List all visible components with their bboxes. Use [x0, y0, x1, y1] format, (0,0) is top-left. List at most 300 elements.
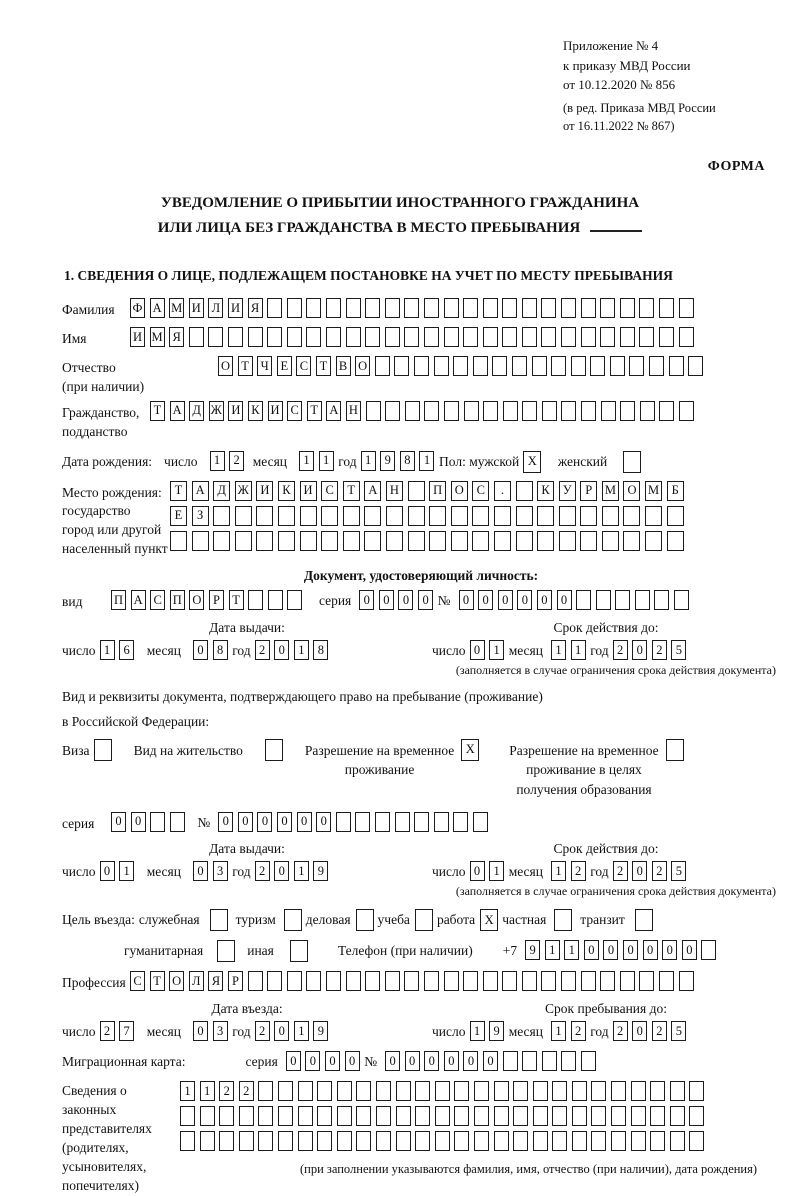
- char-cell[interactable]: А: [170, 401, 185, 421]
- char-cell[interactable]: П: [111, 590, 126, 610]
- char-cell[interactable]: 0: [131, 812, 146, 832]
- char-cell[interactable]: [258, 1081, 273, 1101]
- char-cell[interactable]: Б: [667, 481, 684, 501]
- char-cell[interactable]: [513, 1081, 528, 1101]
- char-cell[interactable]: [580, 531, 597, 551]
- char-cell[interactable]: В: [336, 356, 351, 376]
- char-cell[interactable]: [559, 506, 576, 526]
- char-cell[interactable]: О: [218, 356, 233, 376]
- residence-permit-checkbox[interactable]: [265, 739, 283, 761]
- char-cell[interactable]: 0: [379, 590, 394, 610]
- char-cell[interactable]: 0: [470, 640, 485, 660]
- char-cell[interactable]: [541, 327, 556, 347]
- char-cell[interactable]: Р: [209, 590, 224, 610]
- char-cell[interactable]: 0: [316, 812, 331, 832]
- char-cell[interactable]: 1: [551, 861, 566, 881]
- char-cell[interactable]: [659, 327, 674, 347]
- char-cell[interactable]: 0: [297, 812, 312, 832]
- char-cell[interactable]: 0: [470, 861, 485, 881]
- char-cell[interactable]: [654, 590, 669, 610]
- char-cell[interactable]: [659, 401, 674, 421]
- char-cell[interactable]: [180, 1106, 195, 1126]
- char-cell[interactable]: [537, 531, 554, 551]
- char-cell[interactable]: 0: [662, 940, 677, 960]
- char-cell[interactable]: 1: [319, 451, 334, 471]
- char-cell[interactable]: К: [278, 481, 295, 501]
- char-cell[interactable]: [424, 401, 439, 421]
- char-cell[interactable]: 0: [274, 861, 289, 881]
- char-cell[interactable]: [415, 1106, 430, 1126]
- char-cell[interactable]: 0: [193, 861, 208, 881]
- char-cell[interactable]: [364, 506, 381, 526]
- char-cell[interactable]: [268, 590, 283, 610]
- char-cell[interactable]: [503, 1051, 518, 1071]
- char-cell[interactable]: [235, 506, 252, 526]
- char-cell[interactable]: Ч: [257, 356, 272, 376]
- char-cell[interactable]: [337, 1131, 352, 1151]
- char-cell[interactable]: [689, 1131, 704, 1151]
- char-cell[interactable]: [287, 590, 302, 610]
- char-cell[interactable]: [180, 1131, 195, 1151]
- char-cell[interactable]: [667, 506, 684, 526]
- char-cell[interactable]: [317, 1131, 332, 1151]
- char-cell[interactable]: 1: [299, 451, 314, 471]
- char-cell[interactable]: [600, 971, 615, 991]
- char-cell[interactable]: [649, 356, 664, 376]
- char-cell[interactable]: [463, 971, 478, 991]
- char-cell[interactable]: [298, 1131, 313, 1151]
- char-cell[interactable]: 1: [551, 640, 566, 660]
- char-cell[interactable]: [463, 298, 478, 318]
- char-cell[interactable]: О: [451, 481, 468, 501]
- char-cell[interactable]: [620, 298, 635, 318]
- char-cell[interactable]: [670, 1131, 685, 1151]
- char-cell[interactable]: [435, 1081, 450, 1101]
- char-cell[interactable]: [408, 481, 425, 501]
- char-cell[interactable]: [356, 1081, 371, 1101]
- char-cell[interactable]: [581, 298, 596, 318]
- char-cell[interactable]: [346, 971, 361, 991]
- char-cell[interactable]: [551, 356, 566, 376]
- purpose-other-checkbox[interactable]: [290, 940, 308, 962]
- char-cell[interactable]: [386, 531, 403, 551]
- char-cell[interactable]: [650, 1081, 665, 1101]
- sex-male-checkbox[interactable]: X: [523, 451, 541, 473]
- char-cell[interactable]: [444, 971, 459, 991]
- char-cell[interactable]: 0: [100, 861, 115, 881]
- purpose-study-checkbox[interactable]: [415, 909, 433, 931]
- char-cell[interactable]: [200, 1131, 215, 1151]
- char-cell[interactable]: 0: [632, 861, 647, 881]
- char-cell[interactable]: 2: [613, 1021, 628, 1041]
- char-cell[interactable]: М: [169, 298, 184, 318]
- char-cell[interactable]: [239, 1131, 254, 1151]
- char-cell[interactable]: [602, 506, 619, 526]
- char-cell[interactable]: [317, 1081, 332, 1101]
- char-cell[interactable]: [170, 531, 187, 551]
- char-cell[interactable]: 9: [525, 940, 540, 960]
- char-cell[interactable]: [451, 531, 468, 551]
- char-cell[interactable]: [561, 971, 576, 991]
- char-cell[interactable]: [346, 327, 361, 347]
- char-cell[interactable]: [200, 1106, 215, 1126]
- char-cell[interactable]: [483, 401, 498, 421]
- char-cell[interactable]: [267, 298, 282, 318]
- char-cell[interactable]: [494, 1106, 509, 1126]
- char-cell[interactable]: [278, 1081, 293, 1101]
- char-cell[interactable]: [615, 590, 630, 610]
- char-cell[interactable]: Л: [189, 971, 204, 991]
- char-cell[interactable]: [376, 1106, 391, 1126]
- char-cell[interactable]: [453, 812, 468, 832]
- char-cell[interactable]: [415, 1081, 430, 1101]
- char-cell[interactable]: [552, 1131, 567, 1151]
- char-cell[interactable]: О: [623, 481, 640, 501]
- char-cell[interactable]: [674, 590, 689, 610]
- char-cell[interactable]: [396, 1106, 411, 1126]
- char-cell[interactable]: 0: [632, 640, 647, 660]
- char-cell[interactable]: И: [228, 401, 243, 421]
- char-cell[interactable]: [424, 298, 439, 318]
- char-cell[interactable]: [287, 298, 302, 318]
- char-cell[interactable]: [435, 1131, 450, 1151]
- char-cell[interactable]: Н: [386, 481, 403, 501]
- char-cell[interactable]: С: [296, 356, 311, 376]
- char-cell[interactable]: 0: [111, 812, 126, 832]
- char-cell[interactable]: [170, 812, 185, 832]
- char-cell[interactable]: [150, 812, 165, 832]
- char-cell[interactable]: [300, 531, 317, 551]
- char-cell[interactable]: 8: [313, 640, 328, 660]
- char-cell[interactable]: Л: [208, 298, 223, 318]
- char-cell[interactable]: 7: [119, 1021, 134, 1041]
- char-cell[interactable]: [414, 356, 429, 376]
- char-cell[interactable]: 0: [238, 812, 253, 832]
- char-cell[interactable]: 1: [210, 451, 225, 471]
- char-cell[interactable]: [366, 401, 381, 421]
- char-cell[interactable]: [189, 327, 204, 347]
- char-cell[interactable]: 0: [193, 1021, 208, 1041]
- char-cell[interactable]: [364, 531, 381, 551]
- char-cell[interactable]: [635, 590, 650, 610]
- char-cell[interactable]: [611, 1081, 626, 1101]
- char-cell[interactable]: Т: [150, 401, 165, 421]
- char-cell[interactable]: [429, 506, 446, 526]
- char-cell[interactable]: [326, 971, 341, 991]
- char-cell[interactable]: 0: [478, 590, 493, 610]
- char-cell[interactable]: 1: [419, 451, 434, 471]
- char-cell[interactable]: [343, 531, 360, 551]
- char-cell[interactable]: [502, 971, 517, 991]
- char-cell[interactable]: [522, 298, 537, 318]
- char-cell[interactable]: [258, 1131, 273, 1151]
- char-cell[interactable]: [522, 971, 537, 991]
- char-cell[interactable]: А: [326, 401, 341, 421]
- char-cell[interactable]: [375, 356, 390, 376]
- char-cell[interactable]: [581, 1051, 596, 1071]
- char-cell[interactable]: [561, 1051, 576, 1071]
- char-cell[interactable]: [492, 356, 507, 376]
- char-cell[interactable]: [541, 971, 556, 991]
- purpose-humanitarian-checkbox[interactable]: [217, 940, 235, 962]
- char-cell[interactable]: [522, 1051, 537, 1071]
- char-cell[interactable]: [444, 327, 459, 347]
- char-cell[interactable]: 2: [255, 640, 270, 660]
- char-cell[interactable]: [581, 971, 596, 991]
- char-cell[interactable]: [326, 298, 341, 318]
- char-cell[interactable]: Т: [170, 481, 187, 501]
- char-cell[interactable]: О: [355, 356, 370, 376]
- char-cell[interactable]: [346, 298, 361, 318]
- char-cell[interactable]: Я: [248, 298, 263, 318]
- char-cell[interactable]: [522, 327, 537, 347]
- char-cell[interactable]: П: [170, 590, 185, 610]
- char-cell[interactable]: 1: [564, 940, 579, 960]
- char-cell[interactable]: 0: [623, 940, 638, 960]
- char-cell[interactable]: 5: [671, 640, 686, 660]
- char-cell[interactable]: Т: [316, 356, 331, 376]
- char-cell[interactable]: [629, 356, 644, 376]
- char-cell[interactable]: [474, 1081, 489, 1101]
- char-cell[interactable]: [414, 812, 429, 832]
- char-cell[interactable]: [396, 1131, 411, 1151]
- char-cell[interactable]: 1: [294, 640, 309, 660]
- char-cell[interactable]: [639, 298, 654, 318]
- char-cell[interactable]: Д: [189, 401, 204, 421]
- char-cell[interactable]: [494, 531, 511, 551]
- purpose-official-checkbox[interactable]: [210, 909, 228, 931]
- char-cell[interactable]: Р: [228, 971, 243, 991]
- char-cell[interactable]: [670, 1081, 685, 1101]
- char-cell[interactable]: [559, 531, 576, 551]
- char-cell[interactable]: К: [537, 481, 554, 501]
- char-cell[interactable]: [572, 1081, 587, 1101]
- char-cell[interactable]: [679, 298, 694, 318]
- char-cell[interactable]: [590, 356, 605, 376]
- char-cell[interactable]: 0: [584, 940, 599, 960]
- char-cell[interactable]: [602, 531, 619, 551]
- char-cell[interactable]: [572, 1106, 587, 1126]
- char-cell[interactable]: [424, 971, 439, 991]
- char-cell[interactable]: [454, 1081, 469, 1101]
- char-cell[interactable]: [580, 506, 597, 526]
- char-cell[interactable]: П: [429, 481, 446, 501]
- char-cell[interactable]: [365, 971, 380, 991]
- char-cell[interactable]: [472, 531, 489, 551]
- char-cell[interactable]: [306, 971, 321, 991]
- char-cell[interactable]: [473, 812, 488, 832]
- char-cell[interactable]: 1: [294, 861, 309, 881]
- char-cell[interactable]: 6: [119, 640, 134, 660]
- char-cell[interactable]: 1: [489, 861, 504, 881]
- char-cell[interactable]: [533, 1106, 548, 1126]
- char-cell[interactable]: 1: [119, 861, 134, 881]
- char-cell[interactable]: С: [130, 971, 145, 991]
- char-cell[interactable]: [404, 298, 419, 318]
- char-cell[interactable]: [394, 356, 409, 376]
- char-cell[interactable]: [483, 298, 498, 318]
- char-cell[interactable]: [396, 1081, 411, 1101]
- char-cell[interactable]: [278, 506, 295, 526]
- char-cell[interactable]: [669, 356, 684, 376]
- char-cell[interactable]: [454, 1131, 469, 1151]
- char-cell[interactable]: [659, 298, 674, 318]
- char-cell[interactable]: [631, 1081, 646, 1101]
- char-cell[interactable]: 0: [463, 1051, 478, 1071]
- char-cell[interactable]: [415, 1131, 430, 1151]
- purpose-tourism-checkbox[interactable]: [284, 909, 302, 931]
- char-cell[interactable]: [464, 401, 479, 421]
- char-cell[interactable]: [356, 1106, 371, 1126]
- char-cell[interactable]: 2: [571, 861, 586, 881]
- char-cell[interactable]: Я: [169, 327, 184, 347]
- char-cell[interactable]: [375, 812, 390, 832]
- char-cell[interactable]: [600, 298, 615, 318]
- char-cell[interactable]: [516, 506, 533, 526]
- char-cell[interactable]: [386, 506, 403, 526]
- char-cell[interactable]: [667, 531, 684, 551]
- char-cell[interactable]: 8: [400, 451, 415, 471]
- char-cell[interactable]: [444, 298, 459, 318]
- char-cell[interactable]: [620, 401, 635, 421]
- char-cell[interactable]: [256, 531, 273, 551]
- char-cell[interactable]: 2: [229, 451, 244, 471]
- char-cell[interactable]: 2: [652, 640, 667, 660]
- char-cell[interactable]: [623, 506, 640, 526]
- char-cell[interactable]: [474, 1131, 489, 1151]
- char-cell[interactable]: 1: [470, 1021, 485, 1041]
- char-cell[interactable]: Т: [307, 401, 322, 421]
- char-cell[interactable]: [552, 1106, 567, 1126]
- char-cell[interactable]: [610, 356, 625, 376]
- char-cell[interactable]: 0: [277, 812, 292, 832]
- char-cell[interactable]: 9: [313, 861, 328, 881]
- char-cell[interactable]: 2: [652, 1021, 667, 1041]
- char-cell[interactable]: 1: [200, 1081, 215, 1101]
- char-cell[interactable]: [192, 531, 209, 551]
- char-cell[interactable]: М: [150, 327, 165, 347]
- char-cell[interactable]: [689, 1081, 704, 1101]
- char-cell[interactable]: [516, 481, 533, 501]
- char-cell[interactable]: [659, 971, 674, 991]
- char-cell[interactable]: 5: [671, 861, 686, 881]
- char-cell[interactable]: 2: [219, 1081, 234, 1101]
- char-cell[interactable]: 0: [325, 1051, 340, 1071]
- char-cell[interactable]: И: [189, 298, 204, 318]
- char-cell[interactable]: И: [300, 481, 317, 501]
- char-cell[interactable]: [472, 506, 489, 526]
- char-cell[interactable]: [494, 1131, 509, 1151]
- char-cell[interactable]: [356, 1131, 371, 1151]
- char-cell[interactable]: [235, 531, 252, 551]
- temp-residence-checkbox[interactable]: X: [461, 739, 479, 761]
- char-cell[interactable]: А: [364, 481, 381, 501]
- char-cell[interactable]: [408, 531, 425, 551]
- char-cell[interactable]: [306, 298, 321, 318]
- char-cell[interactable]: Н: [346, 401, 361, 421]
- char-cell[interactable]: 0: [424, 1051, 439, 1071]
- char-cell[interactable]: [208, 327, 223, 347]
- char-cell[interactable]: [429, 531, 446, 551]
- char-cell[interactable]: [453, 356, 468, 376]
- char-cell[interactable]: 8: [213, 640, 228, 660]
- char-cell[interactable]: О: [189, 590, 204, 610]
- char-cell[interactable]: Р: [580, 481, 597, 501]
- char-cell[interactable]: [256, 506, 273, 526]
- char-cell[interactable]: [516, 531, 533, 551]
- char-cell[interactable]: [611, 1106, 626, 1126]
- char-cell[interactable]: С: [287, 401, 302, 421]
- char-cell[interactable]: [355, 812, 370, 832]
- char-cell[interactable]: [600, 327, 615, 347]
- purpose-work-checkbox[interactable]: X: [480, 909, 498, 931]
- char-cell[interactable]: [639, 971, 654, 991]
- char-cell[interactable]: [631, 1131, 646, 1151]
- char-cell[interactable]: [494, 1081, 509, 1101]
- char-cell[interactable]: [513, 1131, 528, 1151]
- char-cell[interactable]: [640, 401, 655, 421]
- char-cell[interactable]: [336, 812, 351, 832]
- char-cell[interactable]: 0: [603, 940, 618, 960]
- char-cell[interactable]: О: [169, 971, 184, 991]
- char-cell[interactable]: 2: [255, 1021, 270, 1041]
- purpose-transit-checkbox[interactable]: [635, 909, 653, 931]
- char-cell[interactable]: 0: [643, 940, 658, 960]
- char-cell[interactable]: [405, 401, 420, 421]
- char-cell[interactable]: 2: [100, 1021, 115, 1041]
- char-cell[interactable]: [473, 356, 488, 376]
- char-cell[interactable]: [424, 327, 439, 347]
- char-cell[interactable]: [434, 812, 449, 832]
- char-cell[interactable]: 2: [652, 861, 667, 881]
- char-cell[interactable]: Ф: [130, 298, 145, 318]
- char-cell[interactable]: А: [131, 590, 146, 610]
- char-cell[interactable]: [591, 1106, 606, 1126]
- char-cell[interactable]: 2: [613, 861, 628, 881]
- char-cell[interactable]: З: [192, 506, 209, 526]
- char-cell[interactable]: [572, 1131, 587, 1151]
- char-cell[interactable]: [522, 401, 537, 421]
- char-cell[interactable]: Т: [238, 356, 253, 376]
- char-cell[interactable]: С: [150, 590, 165, 610]
- char-cell[interactable]: [542, 401, 557, 421]
- char-cell[interactable]: 3: [213, 1021, 228, 1041]
- char-cell[interactable]: 1: [571, 640, 586, 660]
- char-cell[interactable]: [483, 327, 498, 347]
- char-cell[interactable]: [365, 327, 380, 347]
- char-cell[interactable]: 9: [489, 1021, 504, 1041]
- char-cell[interactable]: [365, 298, 380, 318]
- char-cell[interactable]: [258, 1106, 273, 1126]
- char-cell[interactable]: [645, 531, 662, 551]
- char-cell[interactable]: 0: [345, 1051, 360, 1071]
- char-cell[interactable]: 1: [545, 940, 560, 960]
- char-cell[interactable]: [454, 1106, 469, 1126]
- char-cell[interactable]: А: [192, 481, 209, 501]
- char-cell[interactable]: [639, 327, 654, 347]
- char-cell[interactable]: [601, 401, 616, 421]
- temp-residence-education-checkbox[interactable]: [666, 739, 684, 761]
- char-cell[interactable]: [611, 1131, 626, 1151]
- char-cell[interactable]: 2: [239, 1081, 254, 1101]
- char-cell[interactable]: 0: [483, 1051, 498, 1071]
- char-cell[interactable]: 0: [444, 1051, 459, 1071]
- visa-checkbox[interactable]: [94, 739, 112, 761]
- char-cell[interactable]: [483, 971, 498, 991]
- char-cell[interactable]: [213, 506, 230, 526]
- char-cell[interactable]: 0: [418, 590, 433, 610]
- char-cell[interactable]: [591, 1081, 606, 1101]
